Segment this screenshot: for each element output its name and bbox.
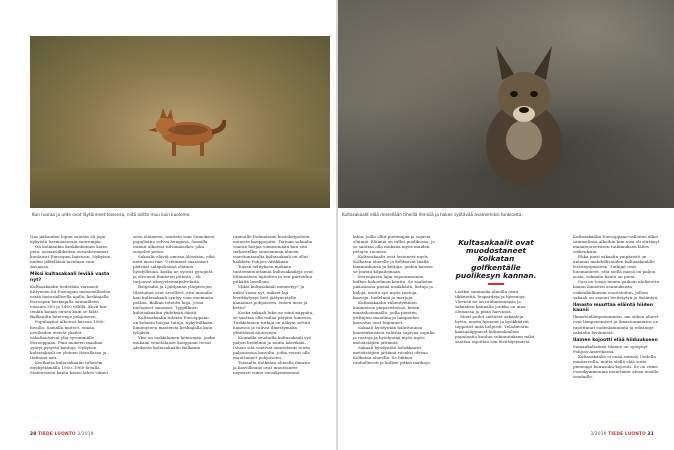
- pull-quote-rule: [488, 283, 504, 285]
- paragraph: Kultasakaalit ovat levinneet myös Kolkatan alueelle ja kohtaavat täällä lammaskoiria ja kettuja, joiden kanssa se joutuu kilpailemaan.: [353, 254, 433, 275]
- paragraph: Samankaltainen tilanne on syntynyt Pohjois-Amerikassa.: [573, 344, 648, 355]
- paragraph: Belgradin ja Ljubljanan yliopistojen tilastoitaa ovat arvelleet, että muualla kun kultasakaali syntyy vain enemmän pelkoa. Balkan toteutti kuja, jossa biologiset sanomat: Tyypillinen kulutsakaaliin yhdeksän ääntä.: [133, 284, 214, 315]
- paragraph: Populaatiot alkoivat kasvaa 1960-luvulla. Samalla mutect, ennaa nevileiden etsivät yksilöt uskaltautuivat yhä syvemmälle Eurooppaan. Pian moneen maahan syntyi pysyviä kantoja. Nykyisin kultasakaali on yleinen Itävallassa ja Italiassa asti.: [30, 319, 107, 360]
- text-column-6: [573, 234, 661, 379]
- magazine-name-left: TIEDE LUONTO: [37, 432, 76, 437]
- jackal-photo-left: [30, 36, 330, 208]
- paragraph: seen eläimeen, saarista vain Samoksen populaatio selvisi hengissä. Saasilla toinnit alkoivat tulvanaiseksi, joka suojelee petoa.: [133, 234, 215, 255]
- paragraph: Sakaalit elävät omissa ölössään, eikä niitä mooi nae. Useimmat saaeiaiset pääväät salapelisissä eläimiä hyödyllisinä, koska ne syövät jyrsijöitä ja elvouvat ihmisten jätteitä – eli tarjoavat ekosysteemipalveluita.: [133, 254, 215, 285]
- text-column-1: [30, 234, 112, 375]
- pull-quote: [455, 239, 537, 285]
- text-column-5: [455, 234, 537, 345]
- paragraph: Kultasakaalin tulonta Eurooppaan on kokeitu hurjaa tutuja, nykyttälkään liimenyteen masteista keskiajalla kuin tyhjästä.: [133, 314, 213, 335]
- paragraph: Sakaali hyödyntää halukkaasti metsästäjien jättämä ruoaksi olevaa Kolkatan alueella. Se liikkuu rauhallisesti ja kulkee pitkiä matkoja.: [353, 345, 432, 366]
- paragraph: Kultasakaalin vähentyminen kuumeissa ympäristöissä, kuten maatalousmailla, joilla pienten yrittäjien maailma ja lampaiden kasvatus ovat hiipuneet.: [353, 299, 420, 325]
- subheading: Miksi kultasakaali leviää vasta nyt?: [30, 272, 110, 283]
- paragraph: Toisaalta Kolkatan alueella ilmasto ja kasvillisuus ovat muuttuneet nopeasti viime vuosikymmeninä.: [233, 360, 311, 376]
- paragraph: Kultasakaalin Eurooppaan-valloitus alkoi sammalinsa alkoihin kun uusi oli siirtänyt maanteoreettisen tutkimuksen lähes vaikeuksiin.: [573, 234, 660, 255]
- paragraph: rannoille Dalmatiaan kostokeipoleenmitaista kauppojoita. Tarinan sakaalin vaaraa hurjaa viimeisinään kun sitä tarkastellee suuremman alueen suurituntasolta kultasakaali on ollut kaikkien Pohjois-Afrikkaan.: [233, 234, 313, 265]
- text-column-2: [133, 234, 215, 350]
- paragraph: Ons jäikauden lopun suuista oli jopa nykyistä harmaasuosia suurempia.: [30, 234, 106, 245]
- paragraph: Kestkatta kultasakaalin tuhotöm myrkyttämällä 1950–1960-luvulla. Manteeseen kanta hävisi lähes viimei: [30, 359, 108, 375]
- paragraph: Susi on toisin monin paikoin ahdistettu kauan ihmisten asumuksista vaikeakulkuisiin vuoristoihin, jolloin sakaali on saanut levittäytyä ja lisääntyä.: [573, 279, 660, 300]
- jackal-figure-right: [468, 36, 580, 188]
- paragraph: Toisen selityksen mukaan tunteenmuuttamia kultasakaaleja ovat liitännäisen lajitolten ja sen piirteiden pitkältä lavallaan.: [233, 264, 313, 285]
- subheading: Ilmasto muuttaa eläintä hiiden kaunii: [573, 302, 653, 314]
- page-number-left: 28: [30, 432, 37, 437]
- paragraph: lahia, joilla ollut pienempiä ja sopivia eläimiä. Eläimiä on tullut puolikossa, ja se saattaa olla mukana myös muiden petojen ruoassa.: [353, 234, 435, 255]
- paragraph: Ilmastonlämpeneminen, am siihen alueet ovat lämpenemiset ja ilmastonmuutos on rajoittanut sudenlämmintä ja edistänyt sakaalin leviämistä.: [573, 314, 659, 335]
- issue-left: 3/2019: [77, 432, 94, 437]
- text-column-3: [233, 234, 315, 375]
- pull-quote-text: Kultasakaalit ovat muodostaneet Kolkatan golfkentälle puolikesyn kannan.: [455, 238, 537, 280]
- paragraph: Oli kolmankin keskikokoinen koirapeto: aasianvilliksitan euvaaheemmat kuulaivat Euroopan lajistoon. Nykyisin niiden jälkeläisiä tavataan vain Aasiassa.: [30, 244, 111, 270]
- jackal-figure-left: [148, 100, 226, 158]
- subheading: Ilainen kojootti elää hiiduukseen: [573, 337, 658, 343]
- text-column-4: [353, 234, 435, 365]
- paragraph: Kuumilla seuduilla kultasakaali syö paljon hedelmiä ja muita kasviksia. Istuaa sitä vaativat sinnettävät toista paljontaisia kasvilta, jotka voivat olla muuttuneet pohjoiseen.: [233, 334, 312, 361]
- footer-left: [30, 432, 94, 437]
- paragraph: Ehkä juuri sakaalin ympäristö on antanut mahdollisuuden kultasakaalille levittäytymiseen. Tutkijat ovat huomanneet, että siellä missä on paljon susia, sakaalin kanta on pieni.: [573, 254, 656, 280]
- jackal-photo-right: [338, 0, 674, 208]
- issue-right: 3/2019: [590, 432, 607, 437]
- paragraph: Miksi kultasakaali menestyy? Ja miksi vasta nyt, mikset laji levittäytynyt heti jäätyneytylle kanannat pohjoiseen, ennen meis ja kettu?: [233, 284, 308, 310]
- photo-caption-left: Kun ruoraa ja urde ovat läytänneet toisensa, niitä aistto muu kuin kuoleme.: [32, 212, 191, 217]
- paragraph: Lisäksi sammalia alueilla asuu tikkereitä, leopardeja ja hyeenoja. Yleensä ne on rauhanomaisia ja sakaalien kannalta joukko on aina olemassa ja pitää harvassa.: [455, 289, 526, 315]
- page-number-right: 31: [647, 432, 654, 437]
- paragraph: Koska sakaali luku on siinä näppäin, se saattaa olla vailaa pärjätä lumessa. Turkkilainen tutkija on näkyni selvää lumessa ja tulivat ilmestymään yksittäisiä alueeseen.: [233, 309, 314, 335]
- magazine-name-right: TIEDE LUONTO: [608, 432, 647, 437]
- paragraph: Yksi on tarkkilainen kentomaa, jonka mukaan venetalaiset kauppiaat toivat Afrikasta kultasakaalin Balkanin: [133, 334, 215, 351]
- paragraph: Muut pedot siirtävät sakaaleja hyvin, mutta hyeenat ja hyökkäävät tappavat niitä helposti. Veladavarin kaasualippuiset kultasakaalien populaatio kuuluu sukuuutuksen mikä saattaa rajoittaa sen levittäytymistä.: [455, 314, 535, 345]
- paragraph: Sakaali hyödyntää haluttuunsa koirasukuisista valittua sopivaa sopulia ja raatoja ja hyödyntää myös myös metsästäjien jättämiä.: [353, 324, 435, 345]
- paragraph: Kultasakaalia ei enää esiinny Uudella mantereella, mutta siellä elää sutta pienempi koirasuku kojootti. Se on viime vuosikymmeninä muuttanut alvan uusille seuduille.: [573, 354, 659, 380]
- grass-background: [30, 168, 330, 208]
- paragraph: Euroopassa lajin sopeutuminen kulkee kokoelman kautta. Se saalistaa pääasiassa pieniä nisäkkäitä, lintuja ja kaloja, mutta syö myös raatoja, kasveja, hedelmiä ja marjoja.: [353, 274, 433, 300]
- footer-right: [590, 432, 654, 437]
- photo-caption-right: Kultasakaalit elää mielellään tiheillä ihmisiä ja hakee syötävää asamerkiksi tunkioista.: [342, 212, 523, 217]
- paragraph: Kultasakaalin tiedetään varmasti liittyneen itä-Euroopan maisemillaolen vasta historiallisella ajalla, keskiajalla Euroopan keskiajalla suunnilleen vuosien 300 ja 1400 välillä. Kesti kuitenkin kauan ennen kuin se lähti Balkanilta laterenya pohjoiseen.: [30, 284, 111, 320]
